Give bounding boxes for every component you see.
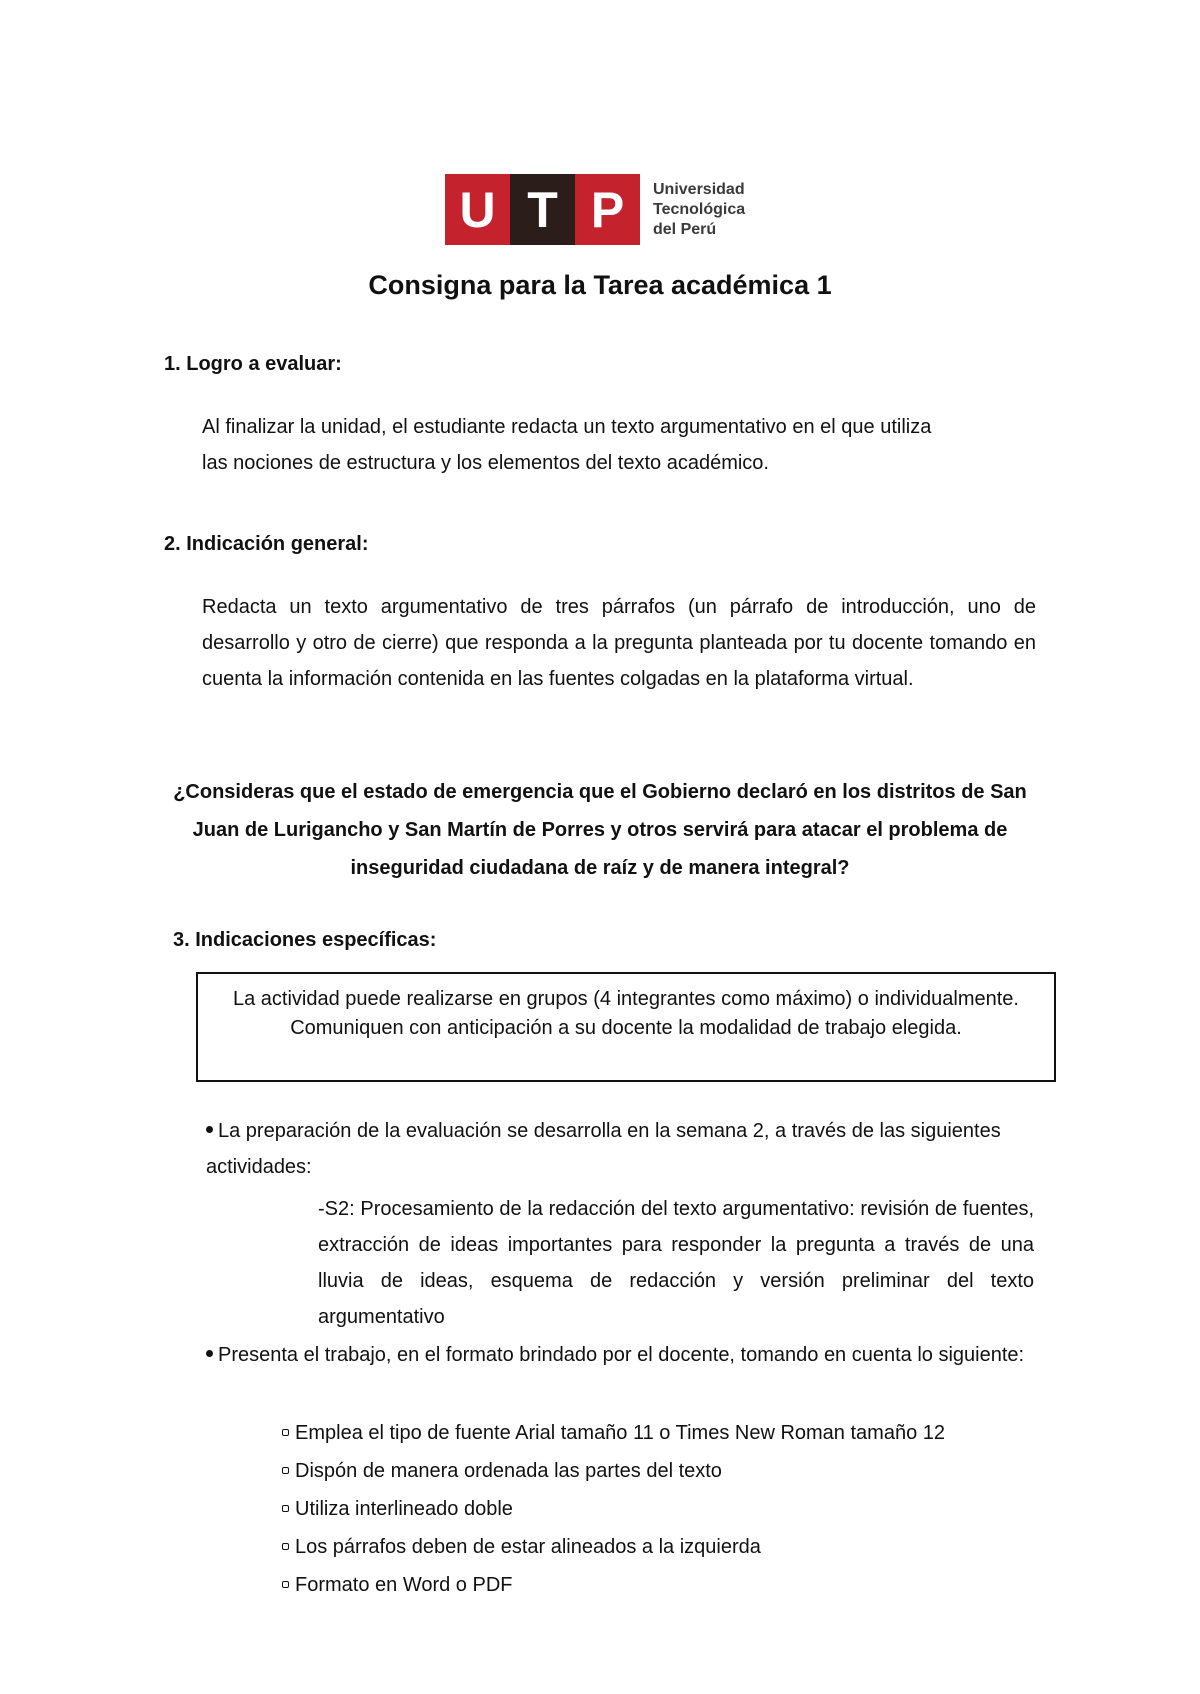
square-bullet-icon — [282, 1467, 289, 1474]
logo-line-3: del Perú — [653, 220, 717, 238]
logo-blocks — [445, 174, 640, 245]
format-item — [282, 1453, 722, 1489]
format-item-text: Emplea el tipo de fuente Arial tamaño 11 o Times New Roman tamaño 12 — [295, 1422, 945, 1444]
bullet-text: La preparación de la evaluación se desarrolla en la semana 2, a través de las siguientes actividades: — [206, 1120, 1001, 1178]
sub-activity-s2: -S2: Procesamiento de la redacción del texto argumentativo: revisión de fuentes, extracción de ideas importantes para responder la pregunta a través de una lluvia de ideas, esquema de redacción y versión preliminar del texto argumentativo — [318, 1198, 1034, 1328]
logo-letter-u: U — [445, 174, 510, 245]
section-1-line-2: las nociones de estructura y los elementos del texto académico. — [202, 452, 769, 474]
square-bullet-icon — [282, 1543, 289, 1550]
format-item — [282, 1529, 761, 1565]
bullet-icon — [206, 1350, 213, 1357]
square-bullet-icon — [282, 1505, 289, 1512]
format-item — [282, 1415, 945, 1451]
bullet-text: Presenta el trabajo, en el formato brindado por el docente, tomando en cuenta lo siguiente: — [218, 1344, 1025, 1366]
square-bullet-icon — [282, 1429, 289, 1436]
group-modality-box: La actividad puede realizarse en grupos (4 integrantes como máximo) o individualmente. Comuniquen con anticipación a su docente la modalidad de trabajo elegida. — [196, 972, 1056, 1082]
logo-line-2: Tecnológica — [653, 200, 746, 218]
bullet-item-preparation — [206, 1113, 1006, 1185]
section-1-heading: 1. Logro a evaluar: — [164, 353, 342, 375]
bullet-icon — [206, 1126, 213, 1133]
utp-logo — [445, 174, 758, 245]
section-2-paragraph: Redacta un texto argumentativo de tres párrafos (un párrafo de introducción, uno de desarrollo y otro de cierre) que responda a la pregunta planteada por tu docente tomando en cuenta la información contenida en las fuentes colgadas en la plataforma virtual. — [202, 596, 1036, 690]
format-item-text: Los párrafos deben de estar alineados a la izquierda — [295, 1536, 761, 1558]
section-1-line-1: Al finalizar la unidad, el estudiante redacta un texto argumentativo en el que utiliza — [202, 416, 932, 438]
format-item — [282, 1491, 513, 1527]
logo-wordmark — [653, 180, 758, 240]
format-item — [282, 1567, 512, 1603]
logo-letter-p: P — [575, 174, 640, 245]
format-item-text: Utiliza interlineado doble — [295, 1498, 513, 1520]
section-3-heading: 3. Indicaciones específicas: — [173, 929, 437, 951]
logo-letter-t: T — [510, 174, 575, 245]
research-question: ¿Consideras que el estado de emergencia que el Gobierno declaró en los distritos de San Juan de Lurigancho y San Martín de Porres y otros servirá para atacar el problema de inseguridad ciudadana de raíz y de manera integral? — [173, 781, 1027, 879]
format-item-text: Formato en Word o PDF — [295, 1574, 513, 1596]
section-2-heading: 2. Indicación general: — [164, 533, 369, 555]
format-item-text: Dispón de manera ordenada las partes del texto — [295, 1460, 722, 1482]
square-bullet-icon — [282, 1581, 289, 1588]
page-title: Consigna para la Tarea académica 1 — [368, 270, 832, 300]
logo-line-1: Universidad — [653, 180, 745, 198]
bullet-item-format — [206, 1337, 1046, 1373]
